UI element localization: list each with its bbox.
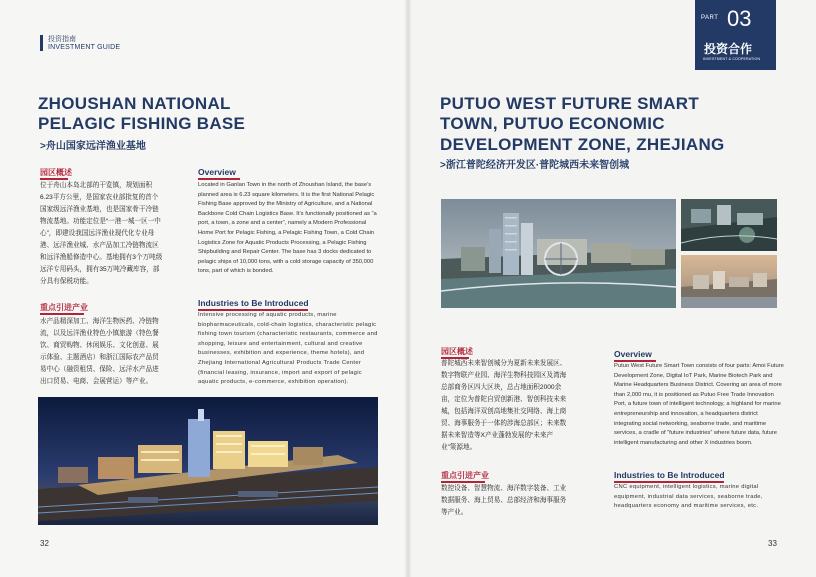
smart-town-aerial-photo — [441, 199, 676, 308]
heading-underline — [198, 178, 240, 180]
industries-cn-text: 数控设备、智慧物流、海洋数字装备、工业数据服务、海上贸易、总部经济和海事服务等产业。 — [441, 485, 567, 516]
smart-town-illustration-2 — [681, 199, 777, 251]
guide-en: INVESTMENT GUIDE — [48, 44, 121, 51]
industries-en-heading: Industries to Be Introduced — [198, 298, 309, 308]
overview-en-heading: Overview — [198, 167, 236, 177]
overview-en-heading: Overview — [614, 349, 652, 359]
smart-town-illustration-3 — [681, 255, 777, 308]
smart-town-illustration — [441, 199, 676, 308]
page-number-right: 33 — [768, 539, 777, 548]
tab-section-name: 投资合作 — [704, 42, 753, 56]
page-title-line1: PUTUO WEST FUTURE SMART — [440, 94, 700, 113]
smart-town-photo-2 — [681, 199, 777, 251]
tab-part-number: 03 — [727, 6, 752, 31]
industries-en-heading: Industries to Be Introduced — [614, 470, 725, 480]
right-page — [408, 0, 816, 577]
page-subtitle: >浙江普陀经济开发区·普陀城西未来智创城 — [440, 160, 630, 171]
industries-cn-text: 水产品精深加工、海洋生物医药、冷链物流，以及远洋渔业特色小镇旅游（特色餐饮、商贸购物、休闲娱乐、文化创意、展示体验、主题酒店）和浙江国际农产品贸易中心（融资租赁、保险、远洋水产品进出口贸易、电商、会展营运）等产业。 — [40, 318, 159, 385]
fishing-base-illustration — [38, 397, 378, 525]
industries-cn-heading: 重点引进产业 — [40, 303, 88, 312]
guide-cn: 投资指南 — [48, 36, 76, 43]
page-subtitle: >舟山国家远洋渔业基地 — [40, 141, 146, 152]
industries-en-text: CNC equipment, intelligent logistics, marine digital equipment, industrial data services, seaborne trade, headquarters economy and maritime services, etc. — [614, 484, 763, 510]
overview-cn-heading: 园区概述 — [441, 347, 473, 356]
industries-en-text: Intensive processing of aquatic products, marine biopharmaceuticals, cold-chain logistics, characteristic pelagic fishing town tourism (characteristic restaurants, commerce and shopping, leisure and entertainment, cultural and creative businesses, exhibition and experience, theme hotels), and Zhejiang International Agricultural Products Trade Center (financial leasing, insurance, import and export of pelagic aquatic products, e-commerce, exhibition operation). — [198, 312, 378, 386]
overview-cn-text: 位于舟山本岛北部的干览镇，规划面积6.23平方公里，是国家农业部批复的首个国家级远洋渔业基地，也是国家骨干冷链物流基地。功能定位是“一港一城一区一中心”，即建设我国远洋渔业现代化专业母港、远洋渔业城、水产品加工冷链物流区和远洋渔船修造中心。基地拥有3个万吨级远洋专用码头，拥有35万吨冷藏库容，部分具有保税功能。 — [40, 182, 163, 285]
guide-bar — [40, 35, 43, 51]
page-title-line1: ZHOUSHAN NATIONAL — [38, 94, 231, 113]
fishing-base-night-photo — [38, 397, 378, 525]
tab-part-label: PART — [701, 15, 719, 21]
overview-en-text: Located in Ganlan Town in the north of Zhoushan Island, the base’s planned area is 6.23 square kilometers. It is the first National Pelagic Fishing Base approved by the Ministry of Agriculture, and a National Backbone Cold Chain Logistics Base. It’s functionally positioned as “a port, a town, a zone and a center”, namely a Modern Professional Home Port for Pelagic Fishing, a Pelagic Fishing Town, a Cold Chain Logistics Zone for Aquatic Products Processing, a Pelagic Fishing Shipbuilding and Repair Center. The base has 3 docks dedicated to pelagic ships of 10,000 tons, with a cold storage capacity of 350,000 tons, part of which is bonded. — [198, 182, 377, 275]
page-fold-shadow — [404, 0, 412, 577]
industries-cn-heading: 重点引进产业 — [441, 471, 489, 480]
smart-town-photo-3 — [681, 255, 777, 308]
page-title-line3: DEVELOPMENT ZONE, ZHEJIANG — [440, 135, 725, 154]
part-tab — [695, 0, 776, 70]
tab-section-sub: INVESTMENT & COOPERATION — [703, 57, 761, 61]
overview-en-text: Putuo West Future Smart Town consists of four parts: Amoi Future Development Zone, Digital IoT Park, Marine Biotech Park and Marine Headquarters Business District. Covering an area of more than 2,000 mu, it is positioned as Putuo Free Trade Innovation Port, a future town of intelligent technology, a highland for marine entrepreneurship and innovation, a headquarters district integrating social networking, seaborne trade, and maritime services, a cradle of “future industries” where future data, future intelligent manufacturing and other X industries boom. — [614, 363, 784, 446]
page-title-line2: TOWN, PUTUO ECONOMIC — [440, 114, 665, 133]
overview-cn-heading: 园区概述 — [40, 168, 72, 177]
overview-cn-text: 普陀城西未来智创城分为夏新未来发展区、数字物联产业园、海洋生物科技园区及湾海总部商务区四大区块，总占地面积2000余亩，定位为普陀自贸创新港、智创科技未来城，包括海洋双创高地集社交网络、海上商贸、海事服务于一体的涉海总部区；未来数据未来智造等X产业蓬勃发展的“未来产业”策源地。 — [441, 360, 567, 451]
heading-underline — [40, 313, 84, 315]
page-number-left: 32 — [40, 539, 49, 548]
page-title-line2: PELAGIC FISHING BASE — [38, 114, 246, 133]
